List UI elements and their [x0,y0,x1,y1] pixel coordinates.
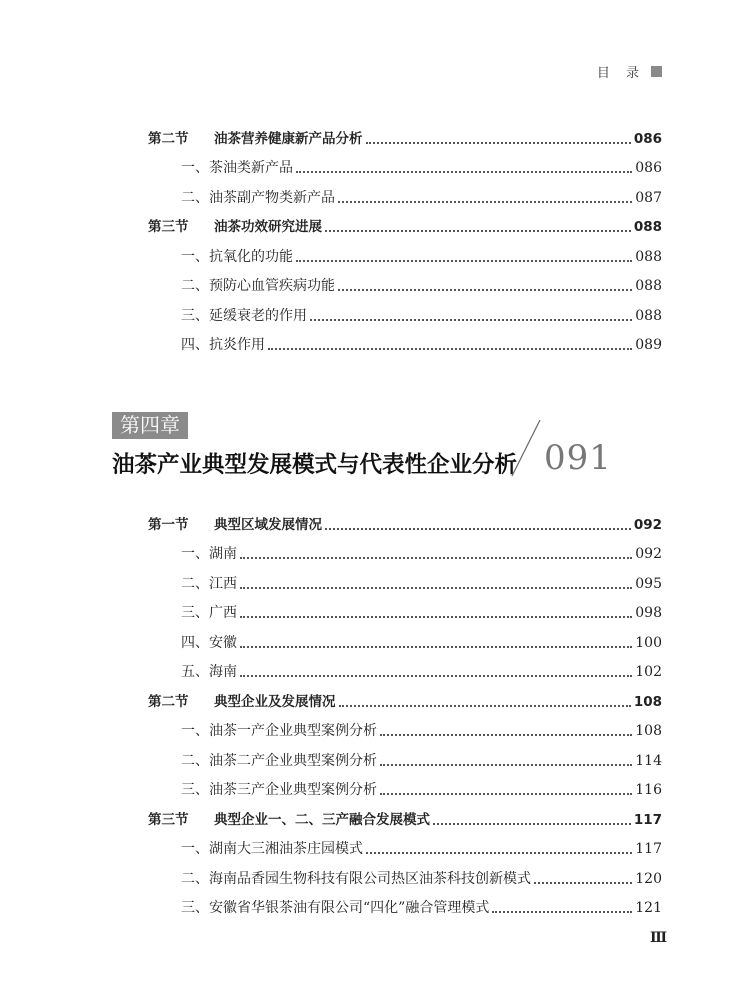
toc-entry-label [181,159,293,177]
toc-entry-label [181,781,377,799]
toc-subsection-entry[interactable] [148,534,662,564]
toc-subsection-entry[interactable] [148,295,662,325]
toc-list-top [148,118,662,354]
toc-entry-title: 典型区域发展情况 [214,516,322,533]
running-header [597,62,662,81]
toc-page-number: 087 [635,189,662,206]
toc-entry-label [148,218,322,236]
toc-entry-label [181,722,377,740]
toc-dot-leader [240,557,632,559]
toc-subsection-entry[interactable] [148,148,662,178]
toc-entry-label [181,752,377,770]
toc-entry-title: 三、安徽省华银茶油有限公司“四化”融合管理模式 [181,900,490,916]
chapter-label: 第四章 [112,412,188,439]
toc-page-number: 102 [635,664,662,680]
toc-page-number: 120 [635,870,662,887]
toc-subsection-entry[interactable] [148,888,662,918]
toc-page-number: 108 [635,723,662,739]
toc-dot-leader [325,230,631,232]
toc-entry-title: 一、油茶一产企业典型案例分析 [181,723,377,739]
toc-entry-title: 油茶功效研究进展 [214,219,322,235]
toc-entry-label [181,870,531,888]
toc-dot-leader [380,793,632,795]
toc-subsection-entry[interactable] [148,177,662,207]
toc-dot-leader [296,260,632,262]
toc-entry-label [148,130,363,148]
toc-entry-title: 一、抗氧化的功能 [181,248,293,265]
toc-section-number: 第一节 [148,516,189,533]
toc-entry-label [181,336,265,354]
toc-entry-label [181,634,237,652]
toc-dot-leader [339,705,631,707]
toc-page-number: 117 [635,841,662,857]
toc-entry-label [148,811,430,829]
toc-section-entry[interactable] [148,118,662,148]
toc-list-chapter [148,504,662,917]
toc-subsection-entry[interactable] [148,325,662,355]
toc-entry-title: 二、江西 [181,575,237,592]
toc-entry-title: 一、茶油类新产品 [181,160,293,176]
toc-entry-title: 二、预防心血管疾病功能 [181,278,335,294]
toc-entry-title: 四、安徽 [181,634,237,651]
toc-page-number: 098 [635,605,662,621]
header-square-icon [651,66,662,77]
toc-entry-label [181,663,237,681]
toc-section-entry[interactable] [148,681,662,711]
toc-page-number: 088 [635,307,662,324]
toc-subsection-entry[interactable] [148,236,662,266]
toc-page-number: 108 [633,693,662,710]
toc-entry-title: 五、海南 [181,664,237,680]
toc-entry-label [181,189,335,207]
toc-page-number: 088 [635,278,662,294]
page-folio: Ⅲ [650,930,668,946]
toc-section-number: 第二节 [148,130,189,147]
toc-entry-label [148,693,336,711]
toc-page-number: 121 [635,900,662,916]
toc-subsection-entry[interactable] [148,858,662,888]
toc-entry-label [181,248,293,266]
toc-dot-leader [338,289,632,291]
toc-page-number: 086 [633,130,662,147]
toc-section-number: 第三节 [148,219,189,235]
toc-entry-label [181,545,237,563]
toc-dot-leader [325,528,631,530]
toc-subsection-entry[interactable] [148,711,662,741]
toc-page-number: 114 [635,752,662,769]
toc-subsection-entry[interactable] [148,563,662,593]
chapter-page-number: 091 [544,438,612,478]
toc-page-number: 092 [633,516,662,533]
toc-section-entry[interactable] [148,207,662,237]
toc-section-number: 第二节 [148,693,189,710]
toc-entry-title: 三、油茶三产企业典型案例分析 [181,782,377,798]
toc-dot-leader [433,823,631,825]
toc-dot-leader [296,171,632,173]
toc-section-entry[interactable] [148,799,662,829]
toc-subsection-entry[interactable] [148,770,662,800]
toc-entry-title: 一、湖南大三湘油茶庄园模式 [181,841,363,857]
toc-entry-title: 典型企业一、二、三产融合发展模式 [214,811,430,828]
toc-dot-leader [338,201,632,203]
toc-entry-title: 典型企业及发展情况 [214,693,336,710]
toc-dot-leader [240,646,632,648]
chapter-slash-divider [510,418,542,478]
toc-entry-title: 二、海南品香园生物科技有限公司热区油茶科技创新模式 [181,870,531,887]
toc-section-entry[interactable] [148,504,662,534]
toc-dot-leader [380,764,632,766]
toc-dot-leader [240,587,632,589]
toc-page-number: 117 [633,811,662,828]
toc-subsection-entry[interactable] [148,593,662,623]
toc-page-number: 116 [635,782,662,798]
toc-page-number: 089 [635,337,662,353]
toc-subsection-entry[interactable] [148,652,662,682]
toc-subsection-entry[interactable] [148,740,662,770]
toc-dot-leader [534,882,632,884]
toc-page-number: 100 [635,634,662,651]
toc-entry-title: 一、湖南 [181,546,237,562]
toc-dot-leader [492,911,632,913]
toc-dot-leader [366,142,631,144]
toc-subsection-entry[interactable] [148,829,662,859]
toc-subsection-entry[interactable] [148,622,662,652]
toc-entry-label [148,516,322,534]
toc-entry-label [181,277,335,295]
toc-dot-leader [240,675,632,677]
toc-dot-leader [268,348,632,350]
toc-dot-leader [240,616,632,618]
toc-entry-label [181,840,363,858]
toc-entry-label [181,899,489,917]
toc-page-number: 086 [635,160,662,176]
toc-page-number: 088 [633,219,662,235]
toc-entry-title: 油茶营养健康新产品分析 [214,130,363,147]
toc-page-number: 088 [635,248,662,265]
toc-entry-title: 二、油茶二产企业典型案例分析 [181,752,377,769]
toc-dot-leader [310,319,632,321]
toc-subsection-entry[interactable] [148,266,662,296]
toc-entry-label [181,604,237,622]
toc-entry-title: 三、延缓衰老的作用 [181,307,307,324]
header-title: 目 录 [596,66,645,81]
toc-entry-title: 三、广西 [181,605,237,621]
toc-dot-leader [366,852,632,854]
toc-entry-title: 二、油茶副产物类新产品 [181,189,335,206]
toc-page-number: 095 [635,575,662,592]
toc-entry-label [181,307,307,325]
toc-dot-leader [380,734,632,736]
toc-entry-title: 四、抗炎作用 [181,337,265,353]
toc-section-number: 第三节 [148,811,189,828]
chapter-title: 油茶产业典型发展模式与代表性企业分析 [112,452,518,478]
toc-entry-label [181,575,237,593]
toc-page-number: 092 [635,546,662,562]
